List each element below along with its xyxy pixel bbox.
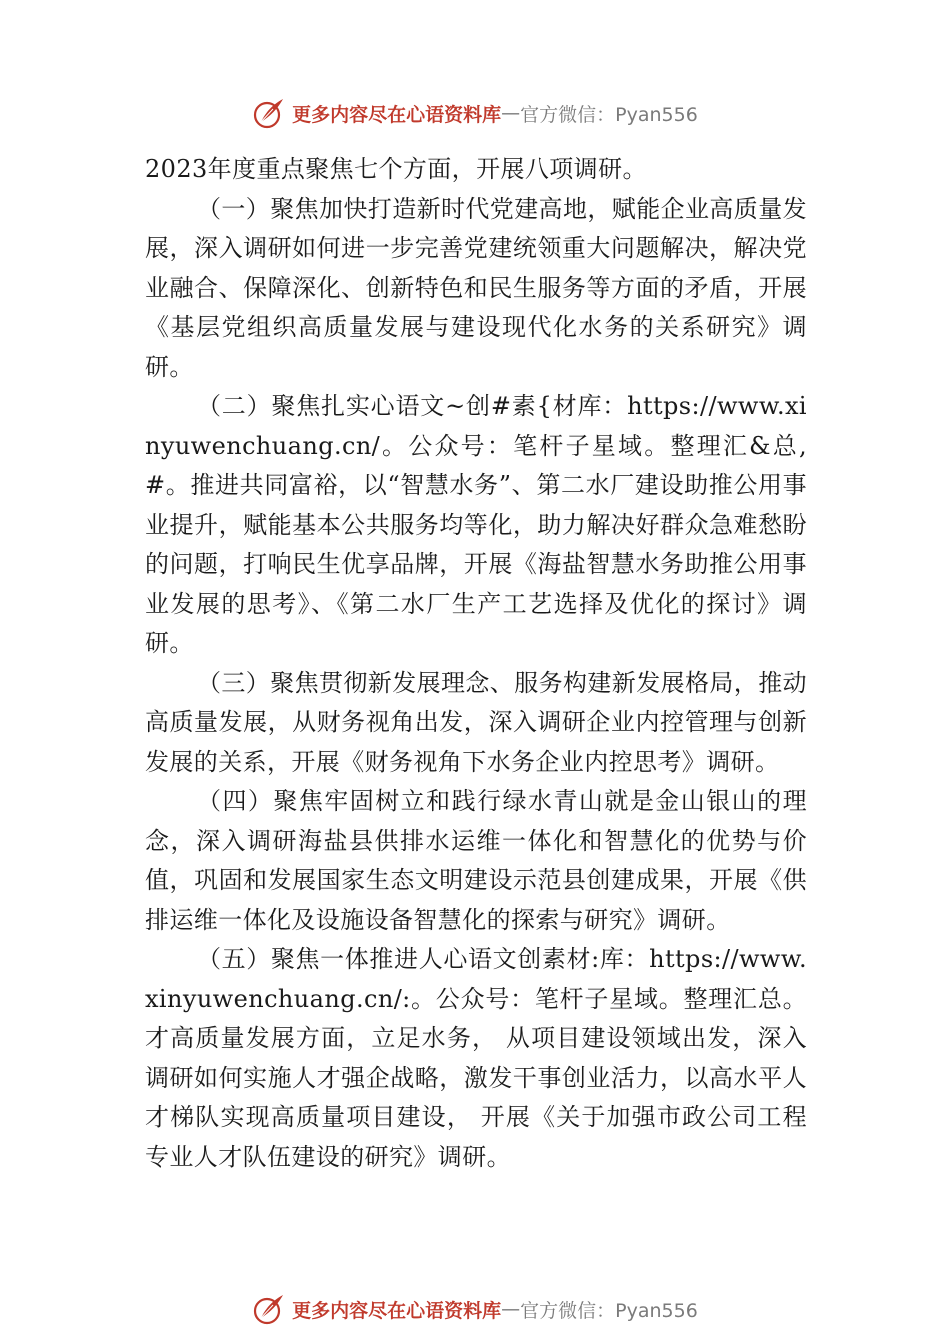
paragraph-5: （五）聚焦一体推进人心语文创素材:库：https://www.xinyuwenchuang.cn/:。公众号：笔杆子星域。整理汇总。才高质量发展方面，立足水务， 从项目建设领域出发，深入调研如何实施人才强企战略，激发干事创业活力，以高水平人才梯队实现高质量项目建设， 开展《关于加强市政公司工程专业人才队伍建设的研究》调研。 [145,945,807,1171]
paragraph-2: （二）聚焦扎实心语文~创#素{材库：https://www.xinyuwenchuang.cn/。公众号：笔杆子星域。整理汇&总,#。推进共同富裕，以“智慧水务”、第二水厂建设助推公用事业提升，赋能基本公共服务均等化，助力解决好群众急难愁盼的问题，打响民生优享品牌，开展《海盐智慧水务助推公用事业发展的思考》、《第二水厂生产工艺选择及优化的探讨》调研。 [145,392,807,657]
watermark-dash: — [501,1298,521,1320]
paragraph-1: （一）聚焦加快打造新时代党建高地，赋能企业高质量发展，深入调研如何进一步完善党建统领重大问题解决，解决党业融合、保障深化、创新特色和民生服务等方面的矛盾，开展《基层党组织高质量发展与建设现代化水务的关系研究》调研。 [145,194,807,381]
header-watermark [0,93,950,133]
intro-paragraph: 2023年度重点聚焦七个方面，开展八项调研。 [145,155,647,183]
watermark-main-text: 更多内容尽在心语资料库 [292,1299,502,1322]
watermark-wechat-text: 官方微信：Pyan556 [520,1299,698,1322]
footer-watermark [0,1289,950,1329]
feather-pen-icon [252,96,286,130]
paragraph-4: （四）聚焦牢固树立和践行绿水青山就是金山银山的理念，深入调研海盐县供排水运维一体化和智慧化的优势与价值，巩固和发展国家生态文明建设示范县创建成果，开展《供排运维一体化及设施设备智慧化的探索与研究》调研。 [145,787,807,934]
paragraph-3: （三）聚焦贯彻新发展理念、服务构建新发展格局，推动高质量发展，从财务视角出发，深入调研企业内控管理与创新发展的关系，开展《财务视角下水务企业内控思考》调研。 [145,668,807,776]
watermark-dash: — [501,102,521,124]
watermark-wechat-text: 官方微信：Pyan556 [520,103,698,126]
watermark-main-text: 更多内容尽在心语资料库 [292,103,502,126]
feather-pen-icon [252,1292,286,1326]
document-body [145,150,807,1177]
